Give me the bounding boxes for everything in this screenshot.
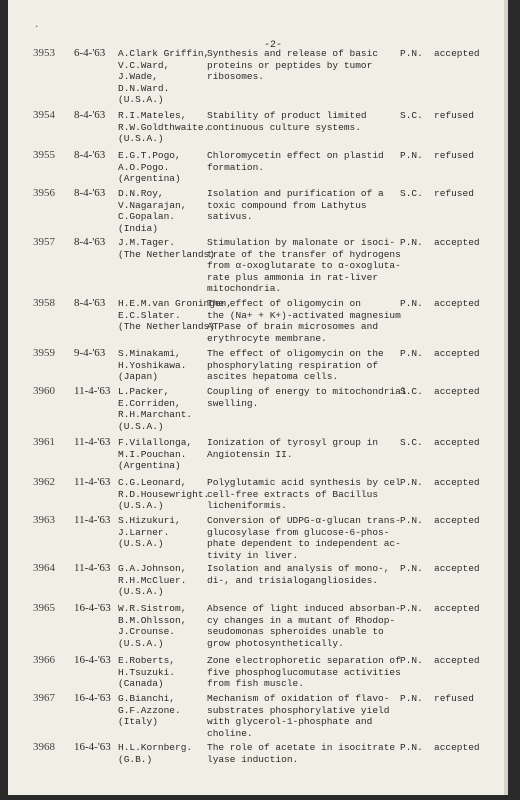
- entry-title: [207, 188, 397, 223]
- page-number: -2-: [264, 40, 283, 51]
- author-line: (U.S.A.): [118, 133, 164, 145]
- entry-number: 3954: [33, 109, 55, 121]
- title-line: Isolation and analysis of mono-,: [207, 563, 390, 574]
- title-line: phosphorylating respiration of: [207, 359, 379, 371]
- entry-code: S.C.: [400, 437, 423, 448]
- title-line: phate dependent to independent ac-: [207, 538, 401, 550]
- entry-code: S.C.: [400, 110, 423, 121]
- entry-code: P.N.: [400, 693, 423, 704]
- title-line: tivity in liver.: [207, 549, 299, 561]
- title-line: Stability of product limited: [207, 110, 367, 121]
- title-line: from α-oxoglutarate to α-oxogluta-: [207, 260, 401, 272]
- title-line: Coupling of energy to mitochondrial: [207, 386, 407, 397]
- title-line: The role of acetate in isocitrate: [207, 742, 396, 753]
- author-line: F.Vilallonga,: [118, 437, 193, 448]
- author-line: C.G.Leonard,: [118, 477, 187, 488]
- title-line: seudomonas spheroides unable to: [207, 626, 384, 638]
- title-line: Synthesis and release of basic: [207, 48, 379, 59]
- entry-status: accepted: [434, 603, 480, 614]
- title-line: Angiotensin II.: [207, 448, 293, 460]
- author-line: (Japan): [118, 371, 158, 383]
- entry-status: accepted: [434, 386, 480, 397]
- author-line: R.H.Marchant.: [118, 409, 193, 421]
- entry-number: 3968: [33, 741, 55, 753]
- author-line: J.M.Tager.: [118, 237, 176, 248]
- title-line: ribosomes.: [207, 71, 265, 83]
- entry-number: 3961: [33, 436, 55, 448]
- entry-number: 3963: [33, 514, 55, 526]
- title-line: toxic compound from Lathytus: [207, 199, 367, 211]
- title-line: Absence of light induced absorban-: [207, 603, 401, 614]
- author-line: G.Bianchi,: [118, 693, 176, 704]
- entry-code: P.N.: [400, 603, 423, 614]
- title-line: licheniformis.: [207, 500, 287, 512]
- author-line: (U.S.A.): [118, 538, 164, 550]
- document-page: [8, 0, 508, 795]
- entry-date: 9-4-'63: [74, 347, 106, 359]
- entry-number: 3962: [33, 476, 55, 488]
- page-edge: [504, 0, 508, 795]
- author-line: S.Hizukuri,: [118, 515, 181, 526]
- author-line: H.E.M.van Groningen,: [118, 298, 233, 309]
- author-line: R.D.Housewright.: [118, 488, 210, 500]
- entry-status: accepted: [434, 742, 480, 753]
- title-line: with glycerol-1-phosphate and: [207, 716, 373, 728]
- entry-number: 3956: [33, 187, 55, 199]
- author-line: A.Clark Griffin,: [118, 48, 210, 59]
- entry-number: 3966: [33, 654, 55, 666]
- author-line: H.Tsuzuki.: [118, 666, 176, 678]
- entry-title: [207, 603, 401, 649]
- author-line: (G.B.): [118, 753, 153, 765]
- entry-number: 3960: [33, 385, 55, 397]
- entry-number: 3967: [33, 692, 55, 704]
- entry-code: P.N.: [400, 237, 423, 248]
- title-line: Zone electrophoretic separation of: [207, 655, 401, 666]
- entry-status: refused: [434, 188, 474, 199]
- title-line: from fish muscle.: [207, 678, 304, 690]
- author-line: E.G.T.Pogo,: [118, 150, 181, 161]
- entry-status: accepted: [434, 515, 480, 526]
- entry-title: [207, 693, 397, 739]
- author-line: (U.S.A.): [118, 586, 164, 598]
- entry-number: 3953: [33, 47, 55, 59]
- entry-code: P.N.: [400, 48, 423, 59]
- entry-date: 16-4-'63: [74, 602, 111, 614]
- title-line: swelling.: [207, 397, 259, 409]
- author-line: R.I.Mateles,: [118, 110, 187, 121]
- entry-date: 8-4-'63: [74, 187, 106, 199]
- entry-title: [207, 655, 401, 690]
- title-line: sativus.: [207, 211, 253, 223]
- entry-status: accepted: [434, 298, 480, 309]
- entry-date: 11-4-'63: [74, 436, 111, 448]
- title-line: di-, and trisialogangliosides.: [207, 574, 379, 586]
- entry-title: [207, 298, 401, 344]
- author-line: R.H.McCluer.: [118, 574, 187, 586]
- entry-title: [207, 477, 401, 512]
- author-line: H.L.Kornberg.: [118, 742, 193, 753]
- entry-title: [207, 348, 397, 383]
- author-line: H.Yoshikawa.: [118, 359, 187, 371]
- author-line: (U.S.A.): [118, 94, 164, 106]
- entry-code: P.N.: [400, 477, 423, 488]
- entry-status: accepted: [434, 477, 480, 488]
- author-line: A.O.Pogo.: [118, 161, 170, 173]
- entry-code: S.C.: [400, 188, 423, 199]
- author-line: D.N.Ward.: [118, 82, 170, 94]
- entry-number: 3957: [33, 236, 55, 248]
- entry-code: P.N.: [400, 515, 423, 526]
- entry-code: P.N.: [400, 742, 423, 753]
- author-line: J.Crounse.: [118, 626, 176, 638]
- entry-title: [207, 742, 397, 765]
- title-line: lyase induction.: [207, 753, 299, 765]
- author-line: (Italy): [118, 716, 158, 728]
- title-line: grow photosynthetically.: [207, 637, 344, 649]
- title-line: Stimulation by malonate or isoci-: [207, 237, 396, 248]
- title-line: the (Na+ + K+)-activated magnesium: [207, 309, 401, 321]
- title-line: Mechanism of oxidation of flavo-: [207, 693, 390, 704]
- entry-title: [207, 150, 397, 173]
- entry-status: accepted: [434, 237, 480, 248]
- author-line: G.F.Azzone.: [118, 704, 181, 716]
- author-line: (Canada): [118, 678, 164, 690]
- entry-code: S.C.: [400, 386, 423, 397]
- author-line: E.C.Slater.: [118, 309, 181, 321]
- title-line: cell-free extracts of Bacillus: [207, 488, 379, 500]
- entry-code: P.N.: [400, 298, 423, 309]
- entry-title: [207, 515, 401, 561]
- entry-status: accepted: [434, 563, 480, 574]
- title-line: glucosylase from glucose-6-phos-: [207, 526, 390, 538]
- title-line: trate of the transfer of hydrogens: [207, 248, 401, 260]
- title-line: Ionization of tyrosyl group in: [207, 437, 379, 448]
- title-line: The effect of oligomycin on the: [207, 348, 384, 359]
- entry-date: 16-4-'63: [74, 692, 111, 704]
- entry-date: 16-4-'63: [74, 654, 111, 666]
- author-line: (Argentina): [118, 460, 181, 472]
- entry-status: refused: [434, 150, 474, 161]
- entry-title: [207, 437, 397, 460]
- entry-title: [207, 563, 397, 586]
- entry-date: 11-4-'63: [74, 385, 111, 397]
- entry-title: [207, 237, 401, 295]
- title-line: formation.: [207, 161, 265, 173]
- corner-mark: .: [34, 20, 40, 30]
- entry-date: 11-4-'63: [74, 514, 111, 526]
- author-line: V.C.Ward,: [118, 59, 170, 71]
- entry-status: refused: [434, 693, 474, 704]
- title-line: Chloromycetin effect on plastid: [207, 150, 384, 161]
- entry-date: 8-4-'63: [74, 297, 106, 309]
- entry-code: P.N.: [400, 655, 423, 666]
- title-line: cy changes in a mutant of Rhodop-: [207, 614, 396, 626]
- title-line: proteins or peptides by tumor: [207, 59, 373, 71]
- title-line: ATPase of brain microsomes and: [207, 321, 379, 333]
- entry-code: P.N.: [400, 563, 423, 574]
- entry-date: 6-4-'63: [74, 47, 106, 59]
- entry-title: [207, 110, 397, 133]
- author-line: (The Netherlands): [118, 321, 215, 333]
- author-line: (U.S.A.): [118, 500, 164, 512]
- author-line: S.Minakami,: [118, 348, 181, 359]
- entry-date: 11-4-'63: [74, 562, 111, 574]
- entry-number: 3965: [33, 602, 55, 614]
- title-line: choline.: [207, 727, 253, 739]
- entry-date: 8-4-'63: [74, 236, 106, 248]
- author-line: E.Corriden,: [118, 397, 181, 409]
- entry-status: accepted: [434, 48, 480, 59]
- title-line: continuous culture systems.: [207, 121, 361, 133]
- title-line: erythrocyte membrane.: [207, 332, 327, 344]
- author-line: J.Wade,: [118, 71, 158, 83]
- author-line: (Argentina): [118, 173, 181, 185]
- entry-status: accepted: [434, 348, 480, 359]
- author-line: E.Roberts,: [118, 655, 176, 666]
- title-line: five phosphoglucomutase activities: [207, 666, 401, 678]
- entry-code: P.N.: [400, 150, 423, 161]
- entry-date: 16-4-'63: [74, 741, 111, 753]
- title-line: substrates phosphorylative yield: [207, 704, 390, 716]
- author-line: V.Nagarajan,: [118, 199, 187, 211]
- author-line: M.I.Pouchan.: [118, 448, 187, 460]
- entry-code: P.N.: [400, 348, 423, 359]
- entry-date: 11-4-'63: [74, 476, 111, 488]
- author-line: (India): [118, 222, 158, 234]
- author-line: D.N.Roy,: [118, 188, 164, 199]
- title-line: The effect of oligomycin on: [207, 298, 361, 309]
- entry-number: 3958: [33, 297, 55, 309]
- title-line: ascites hepatoma cells.: [207, 371, 339, 383]
- entry-title: [207, 386, 407, 409]
- author-line: G.A.Johnson,: [118, 563, 187, 574]
- author-line: B.M.Ohlsson,: [118, 614, 187, 626]
- title-line: rate plus ammonia in rat-liver: [207, 271, 379, 283]
- author-line: W.R.Sistrom,: [118, 603, 187, 614]
- entry-number: 3955: [33, 149, 55, 161]
- entry-title: [207, 48, 397, 83]
- entry-status: accepted: [434, 437, 480, 448]
- entry-date: 8-4-'63: [74, 149, 106, 161]
- title-line: Conversion of UDPG-α-glucan trans-: [207, 515, 401, 526]
- author-line: R.W.Goldthwaite.: [118, 121, 210, 133]
- entry-date: 8-4-'63: [74, 109, 106, 121]
- entry-number: 3964: [33, 562, 55, 574]
- author-line: (U.S.A.): [118, 637, 164, 649]
- title-line: Isolation and purification of a: [207, 188, 384, 199]
- entry-status: accepted: [434, 655, 480, 666]
- author-line: L.Packer,: [118, 386, 170, 397]
- author-line: J.Larner.: [118, 526, 170, 538]
- title-line: mitochondria.: [207, 283, 282, 295]
- author-line: (U.S.A.): [118, 420, 164, 432]
- author-line: (The Netherlands): [118, 248, 215, 260]
- entry-status: refused: [434, 110, 474, 121]
- title-line: Polyglutamic acid synthesis by cel: [207, 477, 401, 488]
- entry-number: 3959: [33, 347, 55, 359]
- author-line: C.Gopalan.: [118, 211, 176, 223]
